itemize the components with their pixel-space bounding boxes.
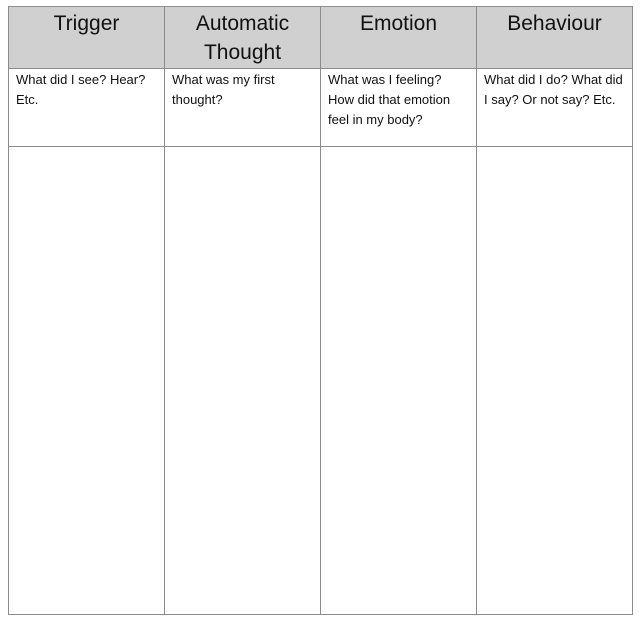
thought-record-table <box>8 6 633 615</box>
entry-cell-automatic-thought[interactable] <box>165 147 321 615</box>
prompt-row <box>9 69 633 147</box>
entry-cell-emotion[interactable] <box>321 147 477 615</box>
header-emotion: Emotion <box>321 7 477 69</box>
header-trigger: Trigger <box>9 7 165 69</box>
header-behaviour: Behaviour <box>477 7 633 69</box>
entry-cell-behaviour[interactable] <box>477 147 633 615</box>
prompt-behaviour: What did I do? What did I say? Or not say? Etc. <box>477 69 633 147</box>
prompt-trigger: What did I see? Hear? Etc. <box>9 69 165 147</box>
prompt-emotion: What was I feeling? How did that emotion feel in my body? <box>321 69 477 147</box>
header-automatic-thought: Automatic Thought <box>165 7 321 69</box>
header-row <box>9 7 633 69</box>
entry-row <box>9 147 633 615</box>
prompt-automatic-thought: What was my first thought? <box>165 69 321 147</box>
entry-cell-trigger[interactable] <box>9 147 165 615</box>
